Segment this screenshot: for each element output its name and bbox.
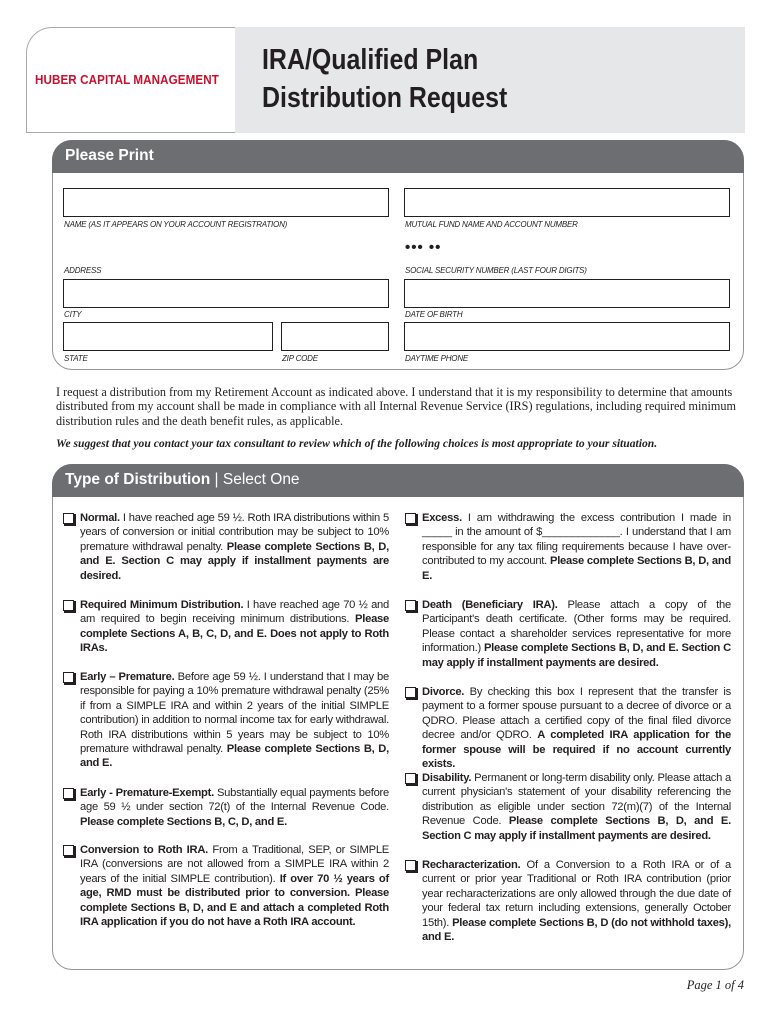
excess-checkbox[interactable] [405, 513, 416, 524]
ssn-masked-digits: ••• •• [405, 239, 442, 256]
document-title-line2: Distribution Request [262, 82, 508, 114]
option-text: I am withdrawing the excess contribution I made in _____ in the amount of $_____________. I understand that I am responsible for any tax filing requirements because I have over-contributed to my account. [422, 512, 731, 568]
rmd-checkbox[interactable] [63, 600, 74, 611]
state-field[interactable] [63, 322, 273, 351]
option-instruction: Please complete Sections B, D (do not withhold taxes), and E. [422, 916, 731, 944]
distribution-type-heading [52, 464, 744, 497]
name-label: NAME (AS IT APPEARS ON YOUR ACCOUNT REGISTRATION) [64, 220, 288, 229]
dob-label: DATE OF BIRTH [405, 310, 463, 319]
fund-account-label: MUTUAL FUND NAME AND ACCOUNT NUMBER [405, 220, 578, 229]
option-instruction: Please complete Sections B, D, and E. [422, 555, 731, 582]
option-excess [422, 511, 731, 583]
option-exempt [80, 786, 389, 829]
option-text: Of a Conversion to a Roth IRA or of a current or prior year Traditional or Roth IRA contribution (prior year recharacterizations are only allowed through the due date of your federal tax return including extensions, generally October 15th). [422, 859, 731, 929]
exempt-checkbox[interactable] [63, 788, 74, 799]
normal-checkbox[interactable] [63, 513, 74, 524]
option-instruction: Please complete Sections B, D, and E. Section C may apply if installment payments are desired. [422, 642, 731, 669]
option-instruction: Please complete Sections B, D, and E. Section C may apply if installment payments are desired. [80, 540, 389, 582]
option-title: Recharacterization. [422, 859, 521, 871]
phone-label: DAYTIME PHONE [405, 354, 469, 363]
heading-bold: Type of Distribution [65, 471, 211, 488]
option-rmd [80, 598, 389, 656]
roth-conversion-checkbox[interactable] [63, 845, 74, 856]
option-text: Before age 59 ½. I understand that I may be responsible for paying a 10% premature withdrawal penalty (25% if from a SIMPLE IRA and within 2 years of the initial SIMPLE contribution) in addition to normal income tax for early withdrawal. Roth IRA distributions within 5 years may be subject to 10% premature withdrawal penalty. [80, 671, 390, 756]
logo-box [26, 27, 238, 133]
ssn-label: SOCIAL SECURITY NUMBER (LAST FOUR DIGITS) [405, 266, 587, 275]
option-disability [422, 771, 731, 843]
option-instruction: Please complete Sections A, B, C, D, and E. Does not apply to Roth IRAs. [80, 613, 389, 655]
zip-field[interactable] [281, 322, 389, 351]
company-logo: HUBER CAPITAL MANAGEMENT [35, 73, 219, 87]
option-instruction: If over 70 ½ years of age, RMD must be distributed prior to conversion. Please complete Sections B, D, and E and attach a completed Roth IRA application if you do not have a Roth IRA account. [80, 872, 389, 929]
name-field[interactable] [63, 188, 389, 217]
option-title: Divorce. [422, 686, 465, 698]
option-title: Early - Premature-Exempt. [80, 787, 214, 799]
please-print-heading: Please Print [52, 140, 744, 173]
option-early [80, 670, 389, 771]
option-divorce [422, 685, 731, 771]
option-death [422, 598, 731, 670]
city-field[interactable] [63, 279, 389, 308]
option-title: Disability. [422, 772, 472, 784]
option-title: Normal. [80, 512, 120, 524]
title-box [235, 27, 745, 133]
option-text: Permanent or long-term disability only. Please attach a current physician's statement of your disability referencing the distribution as eligible under section 72(m)(7) of the Internal Revenue Code. [422, 772, 731, 828]
phone-field[interactable] [404, 322, 730, 351]
heading-separator: | [210, 471, 223, 488]
option-text: From a Traditional, SEP, or SIMPLE IRA (conversions are not allowed from a SIMPLE IRA within 2 years of the initial SIMPLE contribution). [80, 844, 390, 885]
option-normal [80, 511, 389, 583]
zip-label: ZIP CODE [282, 354, 318, 363]
option-text: I have reached age 59 ½. Roth IRA distributions within 5 years of conversion or initial contribution may be subject to 10% premature withdrawal penalty. [80, 512, 389, 553]
option-title: Excess. [422, 512, 462, 524]
option-instruction: A completed IRA application for the former spouse will be required if no account currently exists. [422, 729, 731, 771]
suggest-paragraph: We suggest that you contact your tax consultant to review which of the following choices is most appropriate to your situation. [56, 437, 658, 450]
recharacterization-checkbox[interactable] [405, 860, 416, 871]
early-checkbox[interactable] [63, 672, 74, 683]
option-instruction: Please complete Sections B, D, and E. Section C may apply if installment payments are desired. [422, 815, 731, 842]
option-text: Please attach a copy of the Participant's death certificate. (Other forms may be required. Please contact a shareholder services representative for more information.) [422, 599, 731, 655]
heading-select-one: Select One [222, 471, 300, 488]
option-title: Conversion to Roth IRA. [80, 844, 209, 856]
state-label: STATE [64, 354, 88, 363]
intro-paragraph: I request a distribution from my Retirement Account as indicated above. I understand that it is my responsibility to determine that amounts distributed from my account shall be made in compliance with all Internal Revenue Service (IRS) regulations, including required minimum distribution rules and the death benefit rules, as applicable. [56, 385, 736, 428]
option-title: Early – Premature. [80, 671, 175, 683]
option-text: Substantially equal payments before age 59 ½ under section 72(t) of the Internal Revenue Code. [80, 787, 389, 814]
option-title: Required Minimum Distribution. [80, 599, 244, 611]
option-instruction: Please complete Sections B, D, and E. [80, 743, 389, 770]
option-text: I have reached age 70 ½ and am required to begin receiving minimum distributions. [80, 599, 389, 626]
option-instruction: Please complete Sections B, C, D, and E. [80, 815, 287, 828]
option-roth-conversion [80, 843, 389, 929]
address-label: ADDRESS [64, 266, 102, 275]
option-title: Death (Beneficiary IRA). [422, 599, 558, 611]
disability-checkbox[interactable] [405, 773, 416, 784]
divorce-checkbox[interactable] [405, 687, 416, 698]
page-number: Page 1 of 4 [686, 978, 744, 992]
option-text: By checking this box I represent that the transfer is payment to a former spouse pursuant to a decree of divorce or a QDRO. Please attach a certified copy of the final filed divorce decree and/or QDRO. [422, 686, 731, 742]
death-checkbox[interactable] [405, 600, 416, 611]
city-label: CITY [64, 310, 82, 319]
document-title-line1: IRA/Qualified Plan [262, 44, 479, 76]
option-recharacterization [422, 858, 731, 944]
dob-field[interactable] [404, 279, 730, 308]
fund-account-field[interactable] [404, 188, 730, 217]
